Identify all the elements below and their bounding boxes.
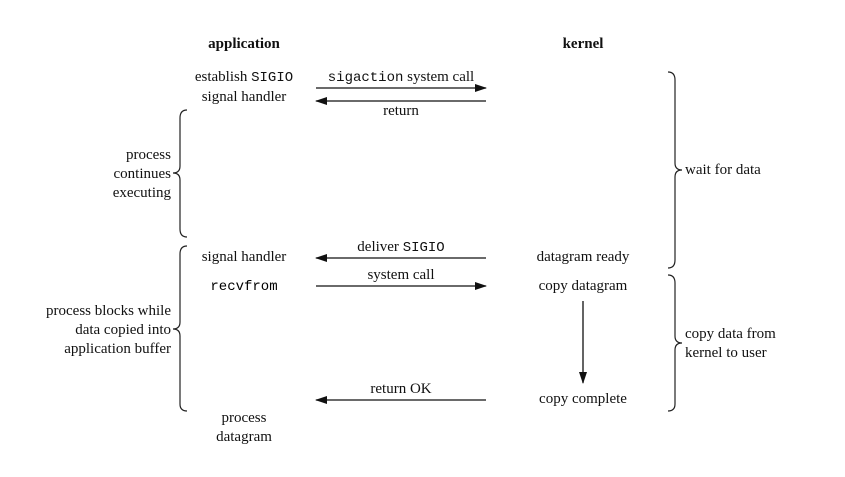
process-continues-line2: continues <box>113 166 171 182</box>
wait-for-data-label: wait for data <box>685 162 761 178</box>
wait-brace <box>668 72 682 268</box>
copy-data-line1: copy data from <box>685 326 776 342</box>
kernel-header: kernel <box>562 36 604 52</box>
establish-signal-handler-label: signal handler <box>201 89 287 105</box>
process-datagram-line2: datagram <box>216 429 272 445</box>
system-call-label: system call <box>367 267 435 283</box>
return-label: return <box>383 103 419 119</box>
application-header: application <box>208 36 280 52</box>
process-datagram-line1: process <box>221 410 267 426</box>
deliver-sigio-label: deliver SIGIO <box>357 239 445 256</box>
copy-datagram-label: copy datagram <box>538 278 628 294</box>
datagram-ready-label: datagram ready <box>536 249 630 265</box>
sigaction-label: sigaction system call <box>327 69 475 86</box>
blocks-brace <box>173 246 187 411</box>
copy-data-line2: kernel to user <box>685 345 767 361</box>
process-continues-line1: process <box>126 147 171 163</box>
process-continues-line3: executing <box>112 185 171 201</box>
process-blocks-line2: data copied into <box>75 322 171 338</box>
establish-label: establish SIGIO <box>194 69 294 86</box>
copy-complete-label: copy complete <box>539 391 627 407</box>
continues-brace <box>173 110 187 237</box>
process-blocks-line3: application buffer <box>64 341 171 357</box>
return-ok-label: return OK <box>370 381 432 397</box>
recvfrom-label: recvfrom <box>210 279 278 295</box>
copy-brace <box>668 275 682 411</box>
signal-handler-label: signal handler <box>201 249 287 265</box>
process-blocks-line1: process blocks while <box>46 303 171 319</box>
